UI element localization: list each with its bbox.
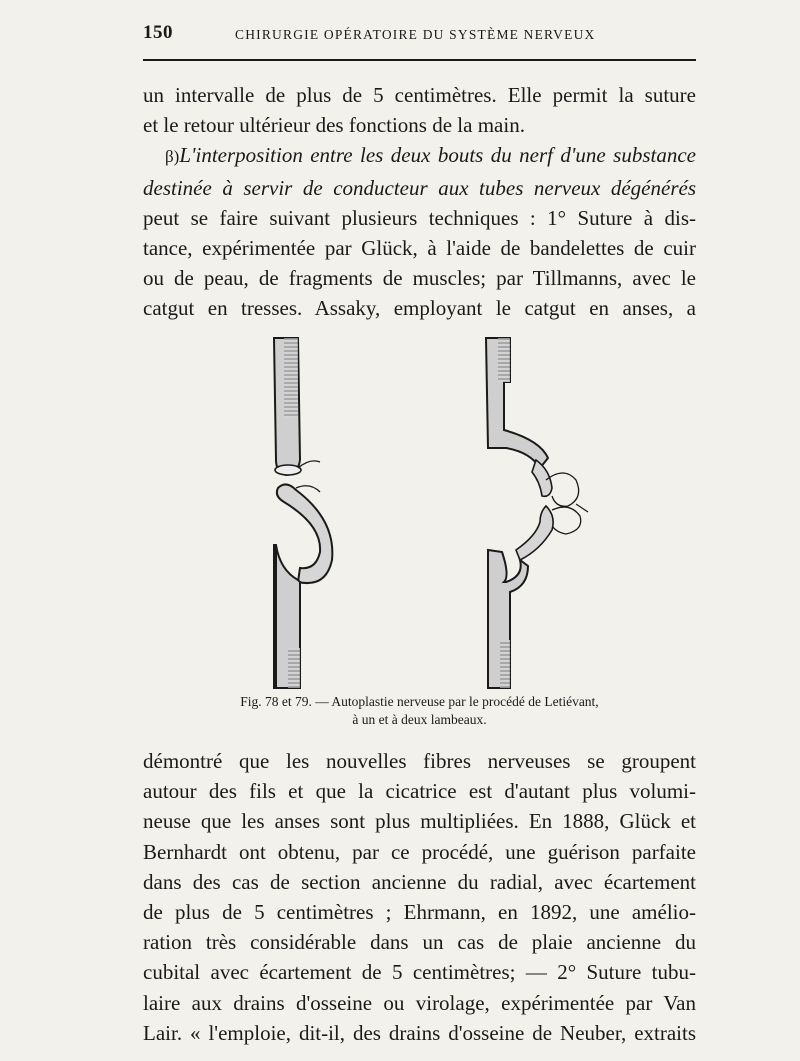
caption-line-2: à un et à deux lambeaux.	[352, 712, 487, 727]
text-line: autour des fils et que la cicatrice est d'autant plus volumi-	[143, 779, 696, 804]
text-line: démontré que les nouvelles fibres nerveuses se groupent	[143, 749, 696, 773]
text-line: catgut en tresses. Assaky, employant le catgut en anses, a	[143, 296, 696, 321]
page-header	[143, 20, 695, 50]
text-line: un intervalle de plus de 5 centimètres. Elle permit la suture	[143, 83, 696, 107]
text-line: peut se faire suivant plusieurs techniques : 1° Suture à dis-	[143, 205, 696, 230]
header-rule	[143, 59, 696, 61]
text-line: Lair. « l'emploie, dit-il, des drains d'osseine de Neuber, extraits	[143, 1020, 696, 1045]
nerve-autoplasty-illustration	[240, 330, 610, 695]
figure-caption	[143, 693, 696, 729]
text-line: ration très considérable dans un cas de plaie ancienne du	[143, 930, 696, 955]
beta-italic-line-1	[143, 140, 696, 172]
figure-78-nerve	[274, 338, 332, 688]
text-line: laire aux drains d'osseine ou virolage, expérimentée par Van	[143, 990, 696, 1015]
text-line: neuse que les anses sont plus multipliées. En 1888, Glück et	[143, 809, 696, 834]
text-line: et le retour ultérieur des fonctions de la main.	[143, 113, 525, 138]
beta-marker: β)	[165, 147, 180, 167]
page-number: 150	[143, 22, 173, 43]
italic-text: destinée à servir de conducteur aux tubes nerveux dégénérés	[143, 175, 696, 200]
running-head: CHIRURGIE OPÉRATOIRE DU SYSTÈME NERVEUX	[235, 27, 596, 42]
caption-line-1: Fig. 78 et 79. — Autoplastie nerveuse par le procédé de Letiévant,	[240, 694, 599, 709]
text-line: ou de peau, de fragments de muscles; par Tillmanns, avec le	[143, 266, 696, 291]
italic-text: L'interposition entre les deux bouts du nerf d'une substance	[179, 143, 696, 168]
upper-text	[143, 80, 696, 324]
beta-italic-line-2	[143, 173, 696, 203]
text-line: de plus de 5 centimètres ; Ehrmann, en 1892, une amélio-	[143, 900, 696, 925]
figure-79-nerve	[486, 338, 588, 688]
text-line: tance, expérimentée par Glück, à l'aide de bandelettes de cuir	[143, 236, 696, 261]
lower-text	[143, 746, 696, 1048]
text-line: cubital avec écartement de 5 centimètres; — 2° Suture tubu-	[143, 960, 696, 985]
text-line: dans des cas de section ancienne du radial, avec écartement	[143, 869, 696, 894]
text-line: Bernhardt ont obtenu, par ce procédé, une guérison parfaite	[143, 839, 696, 864]
